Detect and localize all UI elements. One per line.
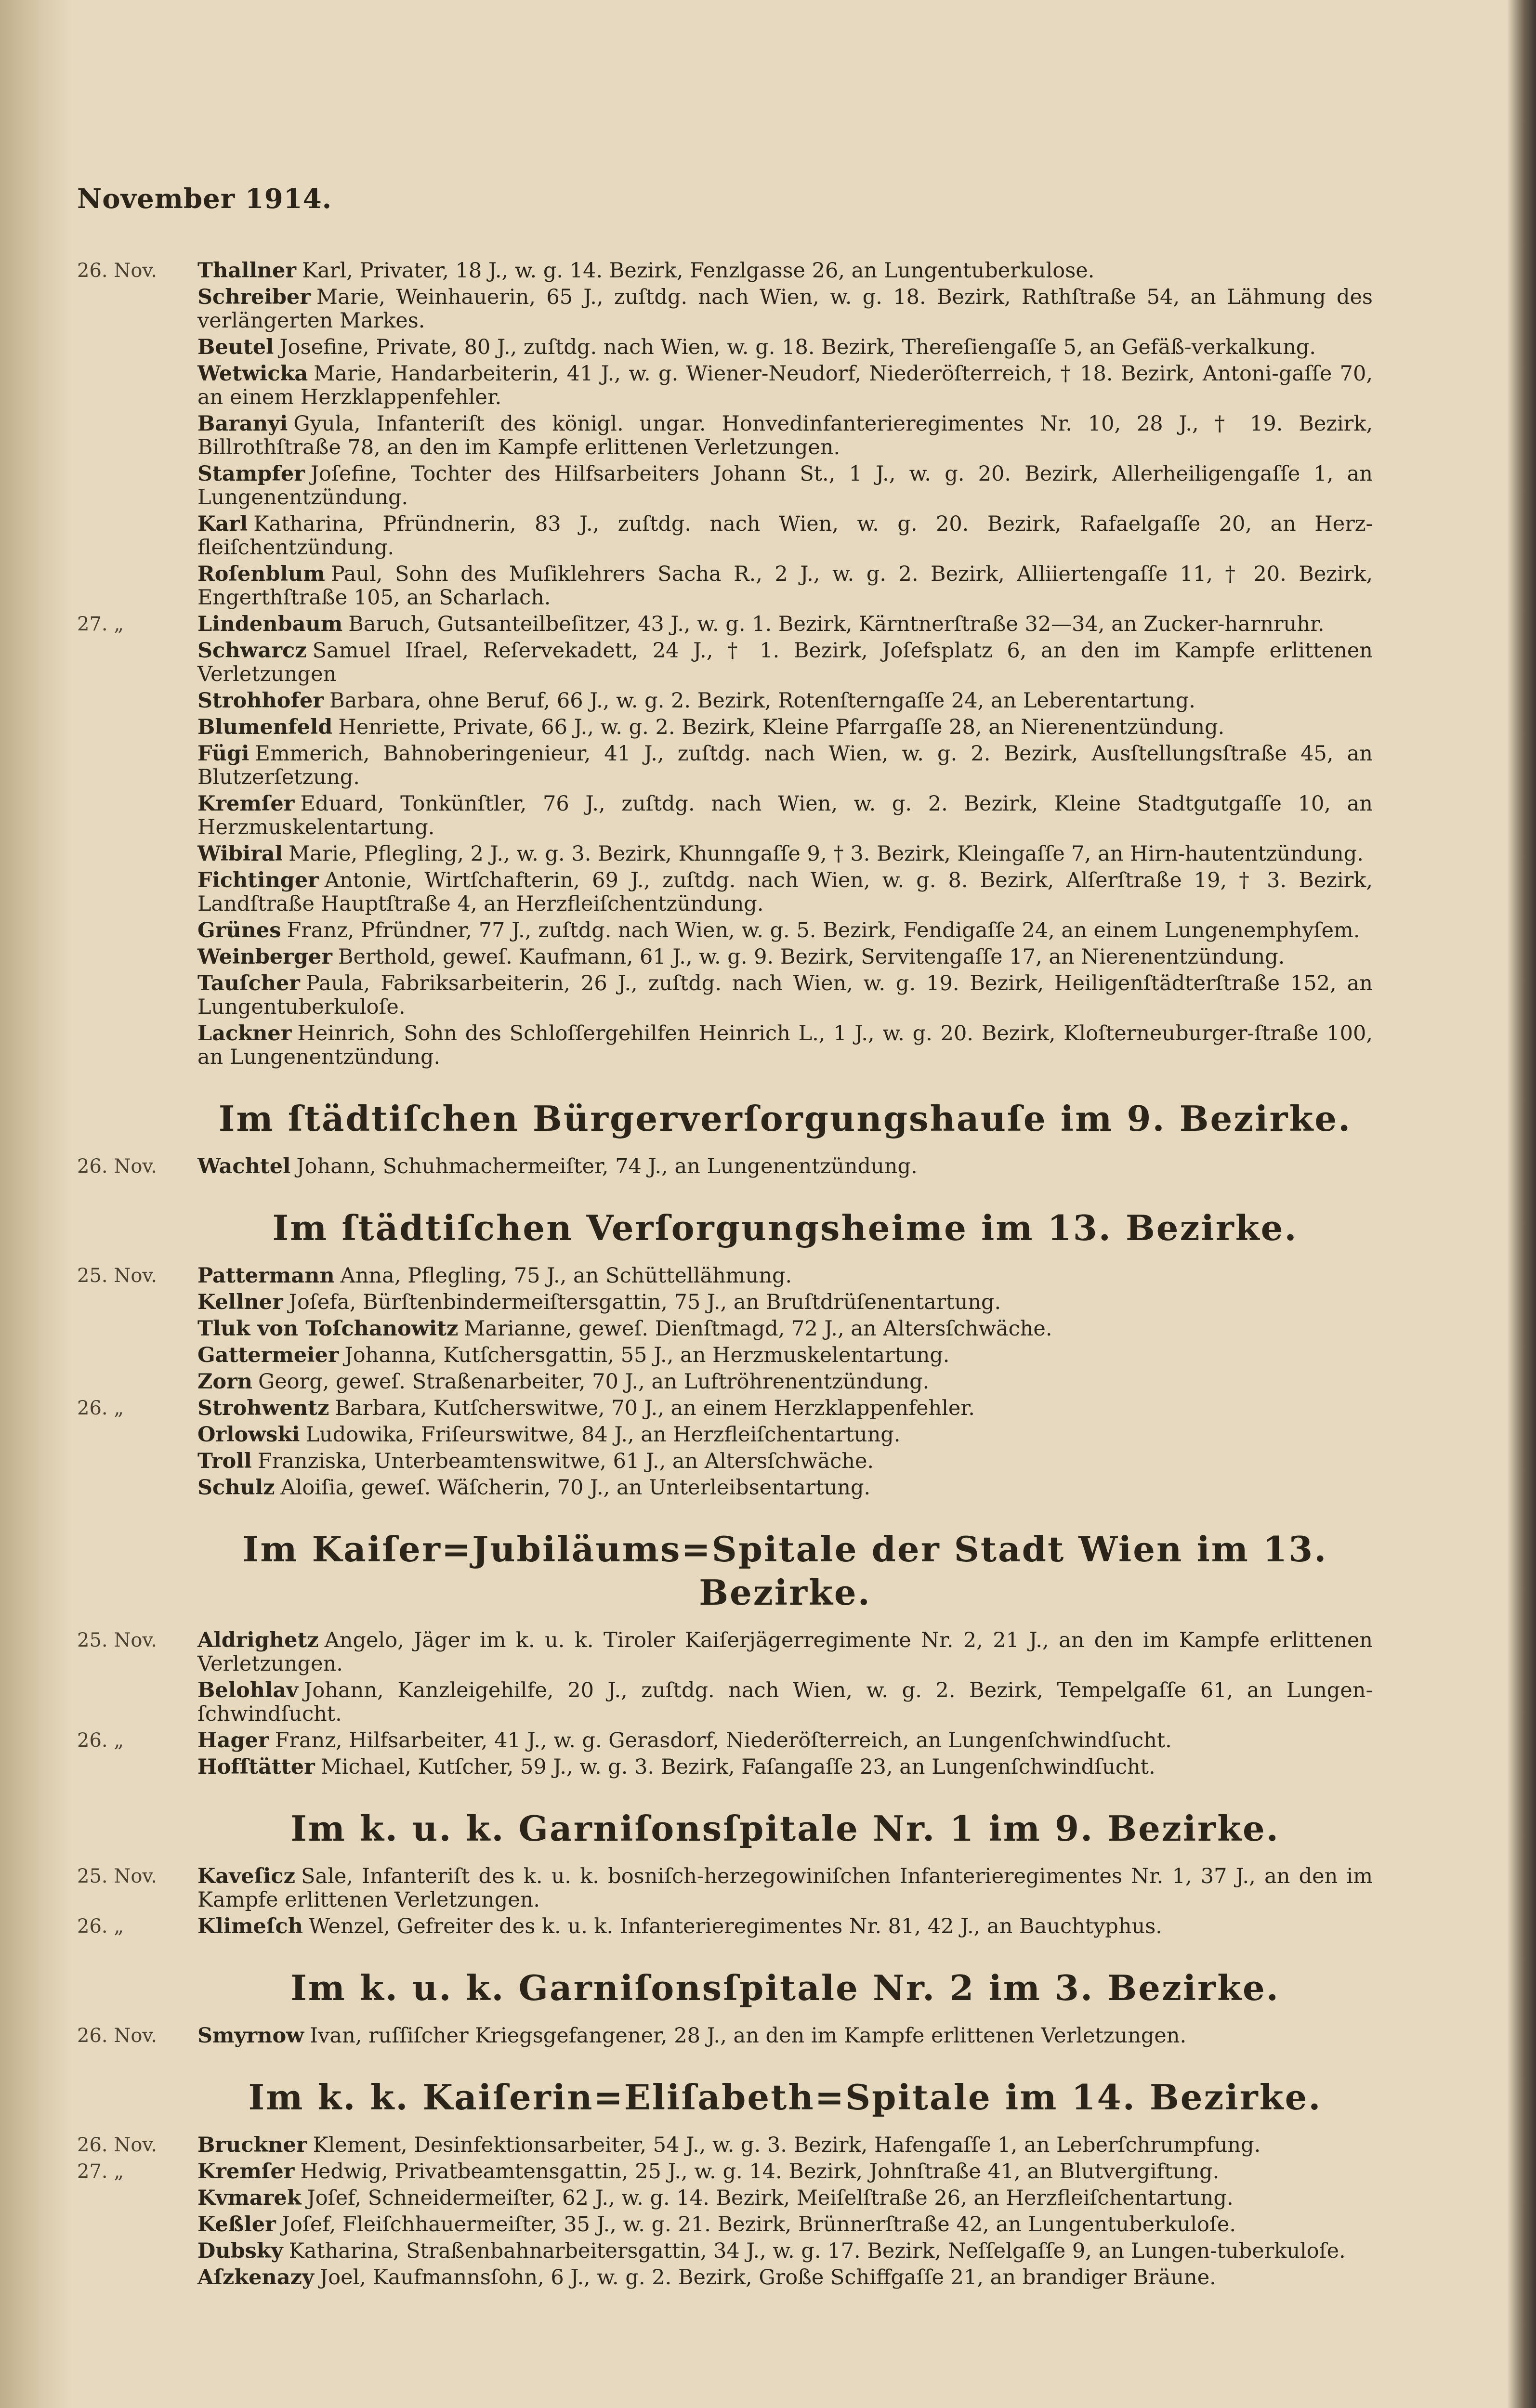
entry-body [197, 2266, 1373, 2290]
entry-details: Paula, Fabriksarbeiterin, 26 J., zuſtdg. nach Wien, w. g. 19. Bezirk, Heiligenſtädterſtraße 152, an Lungentuberkuloſe. [197, 971, 1373, 1019]
entry-body [197, 1264, 1373, 1288]
entry-date [77, 2266, 197, 2290]
entry-date [77, 2239, 197, 2263]
entry-date [77, 1344, 197, 1367]
entry-body [197, 286, 1373, 333]
entry-details: Josefine, Private, 80 J., zuſtdg. nach Wien, w. g. 18. Bezirk, Thereſiengaſſe 5, an Gefäß-verkalkung. [279, 335, 1316, 359]
entry-details: Ludowika, Friſeurswitwe, 84 J., an Herzfleiſchentartung. [305, 1423, 901, 1447]
entry-date: 27. „ [77, 613, 124, 635]
entry-date [77, 742, 197, 789]
entry-body [197, 1865, 1373, 1912]
entry-details: Joſefine, Tochter des Hilfsarbeiters Johann St., 1 J., w. g. 20. Bezirk, Allerheiligengaſſe 1, an Lungenentzündung. [197, 462, 1373, 510]
death-entry [77, 1155, 1373, 1178]
entry-date [77, 972, 197, 1019]
entry-details: Angelo, Jäger im k. u. k. Tiroler Kaiſerjägerregimente Nr. 2, 21 J., an den im Kampfe erlittenen Verletzungen. [197, 1628, 1373, 1676]
section-heading: Im ſtädtiſchen Verſorgungsheime im 13. Bezirke. [272, 1207, 1298, 1248]
entry-date [77, 919, 197, 942]
entry-body [197, 639, 1373, 686]
section-heading: Im k. k. Kaiſerin=Eliſabeth=Spitale im 14. Bezirke. [248, 2077, 1322, 2118]
entry-body [197, 1450, 1373, 1473]
entry-surname: Kellner [197, 1290, 283, 1314]
entry-surname: Wetwicka [197, 362, 308, 386]
entry-date: 26. „ [77, 1915, 124, 1937]
entry-surname: Karl [197, 512, 248, 536]
death-entry [77, 1264, 1373, 1288]
entry-body [197, 2133, 1373, 2157]
entry-date [77, 639, 197, 686]
entry-date: 26. „ [77, 1397, 124, 1419]
entry-date [77, 1755, 197, 1779]
entry-body [197, 689, 1373, 713]
entry-surname: Baranyi [197, 412, 288, 436]
death-entry [77, 1865, 1373, 1912]
section-heading: Im k. u. k. Garniſonsſpitale Nr. 1 im 9. Bezirke. [290, 1808, 1280, 1849]
entry-body [197, 1155, 1373, 1178]
entry-surname: Beutel [197, 335, 274, 359]
entry-body [197, 1022, 1373, 1069]
entry-details: Barbara, Kutſcherswitwe, 70 J., an einem Herzklappenfehler. [335, 1396, 975, 1420]
entry-details: Paul, Sohn des Muſiklehrers Sacha R., 2 J., w. g. 2. Bezirk, Alliiertengaſſe 11, † 20. Bezirk, Engerthſtraße 105, an Scharlach. [197, 562, 1373, 610]
entry-details: Joſefa, Bürſtenbindermeiſtersgattin, 75 J., an Bruſtdrüſenentartung. [289, 1290, 1001, 1314]
entry-surname: Lindenbaum [197, 612, 343, 636]
entry-surname: Fügi [197, 742, 249, 766]
entry-body [197, 1729, 1373, 1753]
entry-details: Joſef, Schneidermeiſter, 62 J., w. g. 14. Bezirk, Meiſelſtraße 26, an Herzfleiſchentartung. [307, 2186, 1234, 2210]
death-entry [77, 689, 1373, 713]
entry-surname: Aſzkenazy [197, 2265, 314, 2290]
entry-body [197, 259, 1373, 283]
entry-details: Georg, geweſ. Straßenarbeiter, 70 J., an Luftröhrenentzündung. [258, 1370, 930, 1394]
entry-surname: Roſenblum [197, 562, 325, 586]
death-entry [77, 1915, 1373, 1938]
death-entry [77, 1629, 1373, 1676]
entry-body [197, 1423, 1373, 1447]
death-entry [77, 639, 1373, 686]
entry-body [197, 462, 1373, 510]
entry-details: Johanna, Kutſchersgattin, 55 J., an Herzmuskelentartung. [344, 1343, 950, 1367]
entry-date: 26. Nov. [77, 2134, 157, 2156]
page-content [77, 183, 1373, 2292]
entry-surname: Kaveſicz [197, 1864, 296, 1888]
entry-date: 26. Nov. [77, 1155, 157, 1178]
entry-date: 25. Nov. [77, 1265, 157, 1287]
entry-details: Katharina, Pfründnerin, 83 J., zuſtdg. nach Wien, w. g. 20. Bezirk, Rafaelgaſſe 20, an Herz-fleiſchentzündung. [197, 512, 1373, 560]
death-entry [77, 792, 1373, 839]
entry-details: Gyula, Infanteriſt des königl. ungar. Honvedinfanterieregimentes Nr. 10, 28 J., † 19. Bezirk, Billrothſtraße 78, an den im Kampfe erlittenen Verletzungen. [197, 412, 1373, 459]
entry-details: Klement, Desinfektionsarbeiter, 54 J., w. g. 3. Bezirk, Hafengaſſe 1, an Leberſchrumpfung. [313, 2133, 1261, 2157]
entry-date [77, 869, 197, 916]
death-entry [77, 412, 1373, 459]
entry-date [77, 362, 197, 409]
entry-date [77, 1679, 197, 1726]
death-entry [77, 2024, 1373, 2048]
entry-date [77, 1450, 197, 1473]
entry-date: 26. Nov. [77, 260, 157, 282]
entry-surname: Smyrnow [197, 2024, 304, 2048]
entry-date [77, 1022, 197, 1069]
death-entry [77, 1679, 1373, 1726]
death-entry [77, 1344, 1373, 1367]
entry-details: Anna, Pflegling, 75 J., an Schüttellähmung. [340, 1264, 792, 1288]
entry-surname: Schwarcz [197, 639, 307, 663]
entry-surname: Keßler [197, 2212, 276, 2237]
entry-date [77, 286, 197, 333]
entry-surname: Tauſcher [197, 971, 300, 995]
death-entry [77, 512, 1373, 560]
entry-body [197, 2213, 1373, 2237]
death-entry [77, 972, 1373, 1019]
entry-details: Katharina, Straßenbahnarbeitersgattin, 34 J., w. g. 17. Bezirk, Neſſelgaſſe 9, an Lungen-tuberkuloſe. [289, 2239, 1346, 2263]
entry-body [197, 1755, 1373, 1779]
entry-details: Ivan, ruſſiſcher Kriegsgefangener, 28 J., an den im Kampfe erlittenen Verletzungen. [310, 2024, 1187, 2048]
entry-date: 27. „ [77, 2160, 124, 2183]
section-heading: Im Kaiſer=Jubiläums=Spitale der Stadt Wien im 13. Bezirke. [242, 1529, 1328, 1613]
entry-surname: Belohlav [197, 1678, 299, 1702]
entry-surname: Stampfer [197, 462, 305, 486]
death-entry [77, 2133, 1373, 2157]
page-edge-left [0, 0, 72, 2408]
entry-body [197, 1317, 1373, 1341]
entry-date [77, 1317, 197, 1341]
entry-date [77, 716, 197, 739]
death-entry [77, 1317, 1373, 1341]
entry-details: Michael, Kutſcher, 59 J., w. g. 3. Bezirk, Faſangaſſe 23, an Lungenſchwindſucht. [320, 1755, 1155, 1779]
entry-details: Franziska, Unterbeamtenswitwe, 61 J., an Altersſchwäche. [257, 1449, 874, 1473]
death-entry [77, 286, 1373, 333]
entry-body [197, 1291, 1373, 1314]
entry-date [77, 945, 197, 969]
entry-date [77, 512, 197, 560]
death-entry [77, 1370, 1373, 1394]
entry-body [197, 1915, 1373, 1938]
month-heading: November 1914. [77, 183, 332, 215]
entry-date [77, 2186, 197, 2210]
entry-date: 25. Nov. [77, 1629, 157, 1651]
entry-body [197, 1397, 1373, 1420]
entry-body [197, 362, 1373, 409]
entry-details: Hedwig, Privatbeamtensgattin, 25 J., w. g. 14. Bezirk, Johnſtraße 41, an Blutvergiftung. [300, 2159, 1220, 2184]
entry-surname: Hager [197, 1728, 269, 1753]
entry-body [197, 972, 1373, 1019]
death-entry [77, 2239, 1373, 2263]
entry-details: Karl, Privater, 18 J., w. g. 14. Bezirk, Fenzlgasse 26, an Lungentuberkulose. [302, 259, 1095, 283]
entry-surname: Strohhofer [197, 689, 324, 713]
entry-body [197, 919, 1373, 942]
death-entry [77, 1450, 1373, 1473]
entry-surname: Lackner [197, 1021, 292, 1046]
entry-body [197, 2160, 1373, 2184]
entry-surname: Aldrighetz [197, 1628, 319, 1652]
death-entry [77, 2266, 1373, 2290]
entry-details: Eduard, Tonkünſtler, 76 J., zuſtdg. nach Wien, w. g. 2. Bezirk, Kleine Stadtgutgaſſe 10, an Herzmuskelentartung. [197, 792, 1373, 839]
sections-container [77, 259, 1373, 2290]
death-entry [77, 1729, 1373, 1753]
entry-surname: Dubsky [197, 2239, 283, 2263]
entry-date [77, 1291, 197, 1314]
entry-body [197, 412, 1373, 459]
entry-body [197, 716, 1373, 739]
death-entry [77, 1291, 1373, 1314]
death-entry [77, 1476, 1373, 1500]
entry-body [197, 1679, 1373, 1726]
death-entry [77, 869, 1373, 916]
entry-details: Johann, Schuhmachermeiſter, 74 J., an Lungenentzündung. [296, 1154, 918, 1178]
entry-details: Franz, Hilfsarbeiter, 41 J., w. g. Gerasdorf, Niederöſterreich, an Lungenſchwindſucht. [275, 1728, 1172, 1753]
entry-body [197, 1370, 1373, 1394]
entry-body [197, 742, 1373, 789]
entry-surname: Kvmarek [197, 2186, 302, 2210]
entry-details: Emmerich, Bahnoberingenieur, 41 J., zuſtdg. nach Wien, w. g. 2. Bezirk, Ausſtellungsſtraße 45, an Blutzerſetzung. [197, 742, 1373, 789]
death-entry [77, 563, 1373, 610]
entry-surname: Pattermann [197, 1264, 335, 1288]
death-entry [77, 1423, 1373, 1447]
entry-body [197, 336, 1373, 359]
entry-body [197, 2186, 1373, 2210]
entry-details: Franz, Pfründner, 77 J., zuſtdg. nach Wien, w. g. 5. Bezirk, Fendigaſſe 24, an einem Lungenemphyſem. [287, 918, 1360, 942]
entry-date [77, 689, 197, 713]
death-entry [77, 1397, 1373, 1420]
entry-details: Sale, Infanteriſt des k. u. k. bosniſch-herzegowiniſchen Infanterieregimentes Nr. 1, 37 J., an den im Kampfe erlittenen Verletzungen. [197, 1864, 1373, 1912]
page-edge-right [1507, 0, 1536, 2408]
entry-date [77, 842, 197, 866]
entry-surname: Bruckner [197, 2133, 307, 2157]
entry-body [197, 2024, 1373, 2048]
entry-surname: Fichtinger [197, 868, 319, 892]
entry-body [197, 869, 1373, 916]
death-entry [77, 259, 1373, 283]
entry-date [77, 1423, 197, 1447]
entry-date: 26. „ [77, 1729, 124, 1752]
entry-details: Henriette, Private, 66 J., w. g. 2. Bezirk, Kleine Pfarrgaſſe 28, an Nierenentzündung. [338, 715, 1225, 739]
entry-surname: Schreiber [197, 285, 311, 309]
entry-surname: Klimeſch [197, 1914, 303, 1938]
entry-date [77, 563, 197, 610]
entry-details: Berthold, geweſ. Kaufmann, 61 J., w. g. 9. Bezirk, Servitengaſſe 17, an Nierenentzündung. [338, 945, 1285, 969]
section-heading: Im k. u. k. Garniſonsſpitale Nr. 2 im 3. Bezirke. [290, 1967, 1280, 2008]
death-entry [77, 613, 1373, 636]
entry-surname: Blumenfeld [197, 715, 333, 739]
entry-surname: Troll [197, 1449, 252, 1473]
entry-details: Marie, Pflegling, 2 J., w. g. 3. Bezirk, Khunngaſſe 9, † 3. Bezirk, Kleingaſſe 7, an Hirn-hautentzündung. [289, 842, 1364, 866]
entry-date [77, 1476, 197, 1500]
entry-body [197, 613, 1373, 636]
entry-details: Joſef, Fleiſchhauermeiſter, 35 J., w. g. 21. Bezirk, Brünnerſtraße 42, an Lungentuberkuloſe. [281, 2212, 1236, 2237]
entry-surname: Orlowski [197, 1423, 300, 1447]
death-entry [77, 716, 1373, 739]
entry-surname: Schulz [197, 1476, 275, 1500]
entry-date [77, 1370, 197, 1394]
entry-surname: Grünes [197, 918, 281, 942]
entry-surname: Weinberger [197, 945, 332, 969]
entry-details: Antonie, Wirtſchafterin, 69 J., zuſtdg. nach Wien, w. g. 8. Bezirk, Alſerſtraße 19, † 3. Bezirk, Landſtraße Hauptſtraße 4, an Herzfleiſchentzündung. [197, 868, 1373, 916]
entry-details: Heinrich, Sohn des Schloſſergehilfen Heinrich L., 1 J., w. g. 20. Bezirk, Kloſterneuburger-ſtraße 100, an Lungenentzündung. [197, 1021, 1373, 1069]
entry-date [77, 462, 197, 510]
entry-surname: Thallner [197, 259, 297, 283]
entry-date: 25. Nov. [77, 1865, 157, 1887]
entry-details: Joel, Kaufmannsſohn, 6 J., w. g. 2. Bezirk, Große Schiffgaſſe 21, an brandiger Bräune. [319, 2265, 1216, 2290]
death-entry [77, 2186, 1373, 2210]
entry-date [77, 336, 197, 359]
entry-details: Barbara, ohne Beruf, 66 J., w. g. 2. Bezirk, Rotenſterngaſſe 24, an Leberentartung. [329, 689, 1195, 713]
death-entry [77, 1022, 1373, 1069]
entry-details: Baruch, Gutsanteilbeſitzer, 43 J., w. g. 1. Bezirk, Kärntnerſtraße 32—34, an Zucker-harnruhr. [348, 612, 1325, 636]
entry-details: Marie, Handarbeiterin, 41 J., w. g. Wiener-Neudorf, Niederöſterreich, † 18. Bezirk, Antoni-gaſſe 70, an einem Herzklappenfehler. [197, 362, 1373, 409]
entry-body [197, 842, 1373, 866]
entry-surname: Wibiral [197, 842, 283, 866]
entry-date [77, 2213, 197, 2237]
entry-date [77, 412, 197, 459]
death-entry [77, 842, 1373, 866]
entry-surname: Hofſtätter [197, 1755, 315, 1779]
death-entry [77, 362, 1373, 409]
entry-details: Wenzel, Gefreiter des k. u. k. Infanterieregimentes Nr. 81, 42 J., an Bauchtyphus. [308, 1914, 1162, 1938]
entry-body [197, 563, 1373, 610]
death-entry [77, 945, 1373, 969]
death-entry [77, 919, 1373, 942]
entry-surname: Wachtel [197, 1154, 291, 1178]
section-heading: Im ſtädtiſchen Bürgerverſorgungshauſe im 9. Bezirke. [218, 1098, 1352, 1139]
entry-details: Samuel Iſrael, Reſervekadett, 24 J., † 1. Bezirk, Joſefsplatz 6, an den im Kampfe erlittenen Verletzungen [197, 639, 1373, 686]
entry-details: Marie, Weinhauerin, 65 J., zuſtdg. nach Wien, w. g. 18. Bezirk, Rathſtraße 54, an Lähmung des verlängerten Markes. [197, 285, 1373, 333]
entry-body [197, 1629, 1373, 1676]
entry-body [197, 945, 1373, 969]
death-entry [77, 742, 1373, 789]
entry-body [197, 792, 1373, 839]
entry-details: Marianne, geweſ. Dienſtmagd, 72 J., an Altersſchwäche. [464, 1317, 1052, 1341]
entry-details: Johann, Kanzleigehilfe, 20 J., zuſtdg. nach Wien, w. g. 2. Bezirk, Tempelgaſſe 61, an Lungen-ſchwindſucht. [197, 1678, 1373, 1726]
entry-date: 26. Nov. [77, 2025, 157, 2047]
entry-surname: Gattermeier [197, 1343, 339, 1367]
entry-body [197, 512, 1373, 560]
death-entry [77, 336, 1373, 359]
entry-surname: Strohwentz [197, 1396, 329, 1420]
entry-body [197, 1476, 1373, 1500]
entry-surname: Kremſer [197, 2159, 295, 2184]
entry-body [197, 2239, 1373, 2263]
entry-details: Aloiſia, geweſ. Wäſcherin, 70 J., an Unterleibsentartung. [280, 1476, 871, 1500]
entry-date [77, 792, 197, 839]
entry-surname: Kremſer [197, 792, 295, 816]
death-entry [77, 462, 1373, 510]
entry-surname: Zorn [197, 1370, 252, 1394]
death-entry [77, 1755, 1373, 1779]
death-entry [77, 2213, 1373, 2237]
entry-body [197, 1344, 1373, 1367]
entry-surname: Tluk von Toſchanowitz [197, 1317, 459, 1341]
death-entry [77, 2160, 1373, 2184]
